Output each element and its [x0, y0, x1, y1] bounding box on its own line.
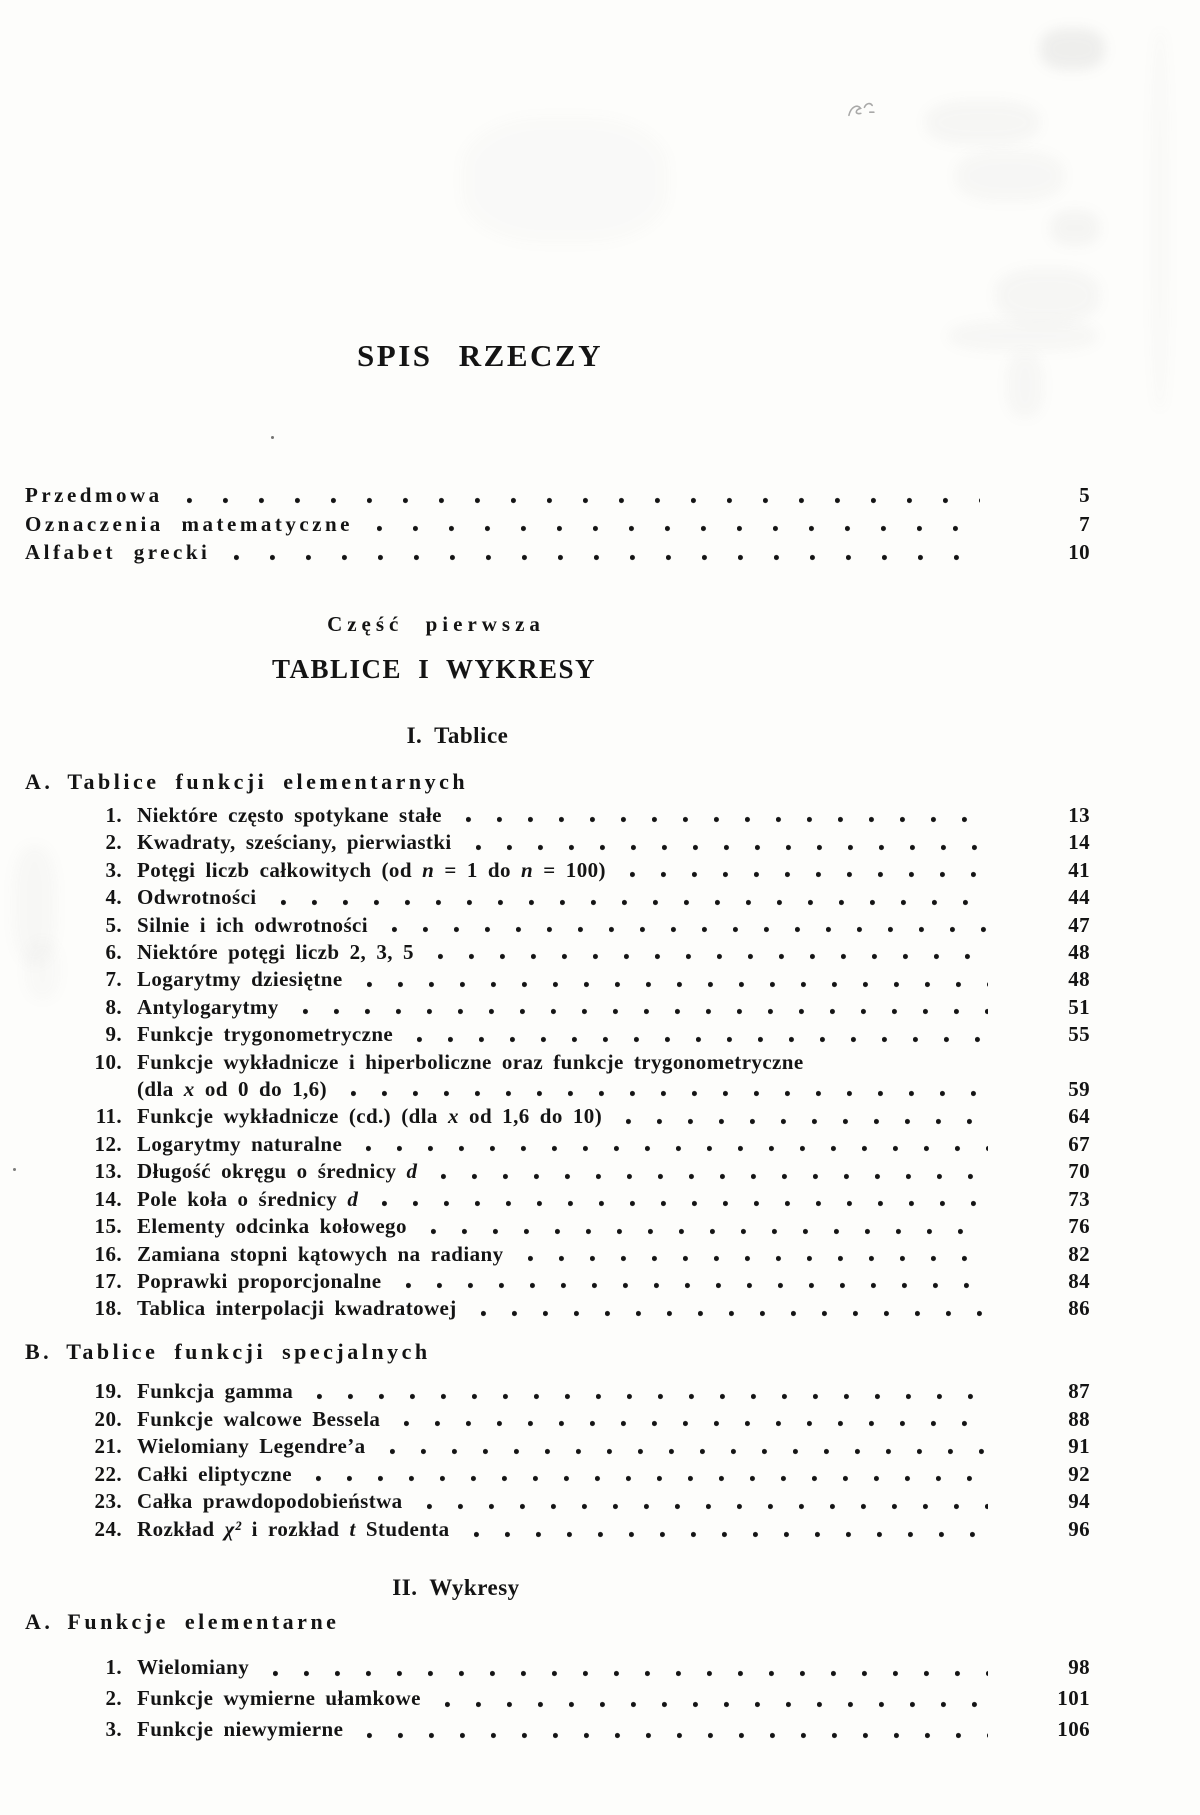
toc-page-number: 91: [1068, 1434, 1090, 1459]
toc-entry-label: Kwadraty, sześciany, pierwiastki: [137, 830, 452, 855]
toc-page-number: 44: [1068, 885, 1090, 910]
toc-entry-number: 18.: [94, 1296, 122, 1321]
toc-row: [25, 1295, 1090, 1322]
dot-leader: [441, 1172, 988, 1181]
ink-speck-artifact: [13, 1168, 16, 1171]
page-showthrough-artifact: [1150, 30, 1170, 410]
toc-page-number: 48: [1068, 967, 1090, 992]
toc-entry-label: Logarytmy naturalne: [137, 1131, 343, 1156]
toc-entry-number: 13.: [94, 1159, 122, 1184]
toc-page-number: 41: [1068, 857, 1090, 882]
group-heading-b-tablice: [25, 1339, 431, 1365]
toc-entry-label: Wielomiany Legendre’a: [137, 1434, 366, 1459]
toc-page-number: 94: [1068, 1489, 1090, 1514]
toc-row: [25, 802, 1090, 829]
toc-row: [25, 994, 1090, 1021]
toc-entry-number: 2.: [105, 830, 122, 855]
toc-entry-label: Funkcje wykładnicze i hiperboliczne oraz funkcje trygonometryczne: [137, 1049, 804, 1074]
toc-page-number: 7: [1079, 511, 1090, 536]
toc-entry-number: 2.: [105, 1686, 122, 1710]
dot-leader: [392, 925, 988, 934]
toc-row: [25, 1268, 1090, 1295]
ink-speck-artifact: [271, 436, 274, 439]
toc-row: [25, 1652, 1090, 1683]
toc-page-number: 48: [1068, 940, 1090, 965]
toc-row: [25, 1488, 1090, 1516]
toc-entry-label: Rozkład χ² i rozkład t Studenta: [137, 1516, 450, 1541]
toc-entry-label: Zamiana stopni kątowych na radiany: [137, 1241, 504, 1266]
dot-leader: [273, 1669, 988, 1678]
toc-page-number: 106: [1057, 1717, 1090, 1741]
dot-leader: [187, 496, 980, 505]
toc-entry-number: 11.: [95, 1104, 122, 1129]
toc-entry-number: 1.: [105, 1655, 122, 1679]
toc-page-number: 86: [1068, 1296, 1090, 1321]
front-matter-list: [25, 481, 1090, 567]
toc-entry-label: Logarytmy dziesiętne: [137, 967, 343, 992]
toc-entry-label: Długość okręgu o średnicy d: [137, 1159, 418, 1184]
toc-row: [25, 829, 1090, 856]
toc-entry-number: 19.: [94, 1379, 122, 1403]
toc-row: [25, 884, 1090, 911]
toc-entry-label: Całka prawdopodobieństwa: [137, 1489, 403, 1514]
toc-entry-label: Funkcje wymierne ułamkowe: [137, 1686, 421, 1710]
dot-leader: [367, 1731, 988, 1740]
dot-leader: [367, 980, 988, 989]
toc-row-continuation: [25, 1076, 1090, 1103]
toc-row: [25, 1516, 1090, 1544]
part-kicker: Część pierwsza: [327, 612, 545, 636]
toc-page-number: 51: [1068, 994, 1090, 1019]
toc-entry-label: Alfabet grecki: [25, 540, 211, 564]
dot-leader: [382, 1199, 988, 1208]
toc-page-number: 82: [1068, 1241, 1090, 1266]
dot-leader: [466, 815, 988, 824]
toc-page-number: 5: [1079, 483, 1090, 507]
toc-entry-number: 7.: [105, 967, 122, 992]
dot-leader: [431, 1227, 988, 1236]
toc-page-number: 87: [1068, 1379, 1090, 1403]
toc-page-number: 67: [1068, 1131, 1090, 1156]
toc-page-number: 96: [1068, 1516, 1090, 1541]
toc-entry-number: 1.: [105, 803, 122, 827]
dot-leader: [281, 898, 988, 907]
toc-entry-label: Funkcje trygonometryczne: [137, 1022, 394, 1047]
toc-entry-number: 16.: [94, 1241, 122, 1266]
page-showthrough-artifact: [995, 268, 1100, 323]
toc-entry-number: 4.: [105, 885, 122, 910]
toc-row: [25, 1406, 1090, 1434]
dot-leader: [404, 1419, 988, 1428]
toc-entry-label: Funkcje wykładnicze (cd.) (dla x od 1,6 do 10): [137, 1104, 603, 1129]
toc-page-number: 47: [1068, 912, 1090, 937]
toc-entry-label: Funkcje walcowe Bessela: [137, 1406, 381, 1431]
toc-row: [25, 538, 1090, 567]
toc-page-number: 84: [1068, 1268, 1090, 1293]
toc-row: [25, 1378, 1090, 1406]
page-showthrough-artifact: [1040, 28, 1105, 70]
toc-entry-number: 5.: [105, 912, 122, 937]
dot-leader: [351, 1089, 988, 1098]
toc-page-number: 13: [1068, 803, 1090, 827]
group-title: Funkcje elementarne: [67, 1609, 340, 1634]
toc-entry-number: 9.: [105, 1022, 122, 1047]
toc-entry-number: 14.: [94, 1186, 122, 1211]
toc-entry-number: 21.: [94, 1434, 122, 1459]
part-title: TABLICE I WYKRESY: [271, 654, 597, 684]
toc-entry-label: (dla x od 0 do 1,6): [137, 1077, 327, 1102]
toc-page-number: 101: [1057, 1686, 1090, 1710]
toc-row: [25, 1241, 1090, 1268]
toc-entry-label: Elementy odcinka kołowego: [137, 1214, 407, 1239]
toc-entry-number: 3.: [105, 1717, 122, 1741]
dot-leader: [476, 843, 988, 852]
toc-page-number: 98: [1068, 1655, 1090, 1679]
dot-leader: [481, 1309, 988, 1318]
toc-page-number: 73: [1068, 1186, 1090, 1211]
toc-entry-number: 20.: [94, 1406, 122, 1431]
toc-page-number: 14: [1068, 830, 1090, 855]
toc-page-number: 10: [1068, 540, 1090, 564]
toc-page-number: 92: [1068, 1461, 1090, 1486]
group-letter: A.: [25, 1609, 54, 1634]
toc-entry-number: 10.: [94, 1049, 122, 1074]
dot-leader: [317, 1392, 988, 1401]
page-showthrough-artifact: [948, 320, 1098, 352]
ink-squiggle-artifact: [843, 95, 881, 125]
toc-entry-label: Funkcje niewymierne: [137, 1717, 344, 1741]
toc-row: [25, 1683, 1090, 1714]
group-title: Tablice funkcji specjalnych: [66, 1339, 431, 1364]
toc-row: [25, 1213, 1090, 1240]
toc-entry-label: Niektóre potęgi liczb 2, 3, 5: [137, 940, 414, 965]
toc-entry-label: Przedmowa: [25, 483, 163, 507]
toc-row: [25, 1049, 1090, 1076]
toc-entry-number: 22.: [94, 1461, 122, 1486]
dot-leader: [406, 1281, 988, 1290]
page-showthrough-artifact: [460, 115, 670, 245]
dot-leader: [445, 1700, 988, 1709]
dot-leader: [377, 524, 980, 533]
section-heading-tablice: I. Tablice: [406, 723, 509, 748]
toc-row: [25, 1186, 1090, 1213]
toc-row: [25, 1714, 1090, 1745]
toc-row: [25, 1158, 1090, 1185]
toc-entry-label: Oznaczenia matematyczne: [25, 511, 353, 536]
toc-entry-label: Pole koła o średnicy d: [137, 1186, 359, 1211]
toc-page-number: 88: [1068, 1406, 1090, 1431]
group-letter: B.: [25, 1339, 53, 1364]
toc-entry-label: Poprawki proporcjonalne: [137, 1268, 382, 1293]
toc-entry-number: 6.: [105, 940, 122, 965]
dot-leader: [438, 952, 988, 961]
dot-leader: [366, 1144, 988, 1153]
toc-row: [25, 1131, 1090, 1158]
toc-entry-label: Silnie i ich odwrotności: [137, 912, 368, 937]
toc-row: [25, 481, 1090, 510]
group-heading-a-wykresy: [25, 1609, 339, 1635]
toc-row: [25, 1461, 1090, 1489]
toc-list-elementary-tables: [25, 802, 1090, 1323]
toc-entry-label: Odwrotności: [137, 885, 257, 910]
toc-page-number: 55: [1068, 1022, 1090, 1047]
toc-entry-label: Potęgi liczb całkowitych (od n = 1 do n = 100): [137, 857, 606, 882]
dot-leader: [234, 553, 980, 562]
dot-leader: [303, 1007, 988, 1016]
toc-list-elementary-graphs: [25, 1652, 1090, 1745]
section-heading-wykresy: II. Wykresy: [392, 1575, 520, 1600]
dot-leader: [474, 1530, 988, 1539]
dot-leader: [626, 1117, 988, 1126]
toc-row: [25, 1433, 1090, 1461]
dot-leader: [528, 1254, 988, 1263]
group-title: Tablice funkcji elementarnych: [67, 769, 469, 794]
toc-row: [25, 857, 1090, 884]
toc-entry-label: Całki eliptyczne: [137, 1461, 292, 1486]
dot-leader: [630, 870, 988, 879]
dot-leader: [316, 1474, 988, 1483]
toc-row: [25, 939, 1090, 966]
toc-row: [25, 510, 1090, 539]
group-heading-a-tablice: [25, 769, 468, 795]
page-showthrough-artifact: [925, 100, 1040, 145]
toc-entry-number: 23.: [94, 1489, 122, 1514]
toc-entry-number: 15.: [94, 1214, 122, 1239]
toc-page-number: 64: [1068, 1104, 1090, 1129]
toc-row: [25, 912, 1090, 939]
toc-entry-label: Wielomiany: [137, 1655, 250, 1679]
toc-entry-number: 17.: [94, 1268, 122, 1293]
dot-leader: [427, 1502, 988, 1511]
toc-list-special-tables: [25, 1378, 1090, 1544]
toc-entry-number: 3.: [105, 857, 122, 882]
toc-entry-label: Niektóre często spotykane stałe: [137, 803, 442, 827]
toc-entry-label: Tablica interpolacji kwadratowej: [137, 1296, 457, 1321]
toc-row: [25, 1021, 1090, 1048]
dot-leader: [390, 1447, 988, 1456]
group-letter: A.: [25, 769, 54, 794]
toc-entry-number: 24.: [94, 1516, 122, 1541]
page-showthrough-artifact: [955, 150, 1065, 202]
dot-leader: [417, 1035, 988, 1044]
page-showthrough-artifact: [1006, 352, 1044, 418]
toc-entry-label: Antylogarytmy: [137, 994, 279, 1019]
toc-page-number: 76: [1068, 1214, 1090, 1239]
toc-entry-label: Funkcja gamma: [137, 1379, 294, 1403]
toc-entry-number: 12.: [94, 1131, 122, 1156]
page-showthrough-artifact: [1050, 210, 1100, 246]
toc-row: [25, 966, 1090, 993]
toc-entry-number: 8.: [105, 994, 122, 1019]
toc-row: [25, 1103, 1090, 1130]
toc-page-number: 70: [1068, 1159, 1090, 1184]
page-title: SPIS RZECZY: [357, 338, 603, 373]
toc-page-number: 59: [1068, 1077, 1090, 1102]
